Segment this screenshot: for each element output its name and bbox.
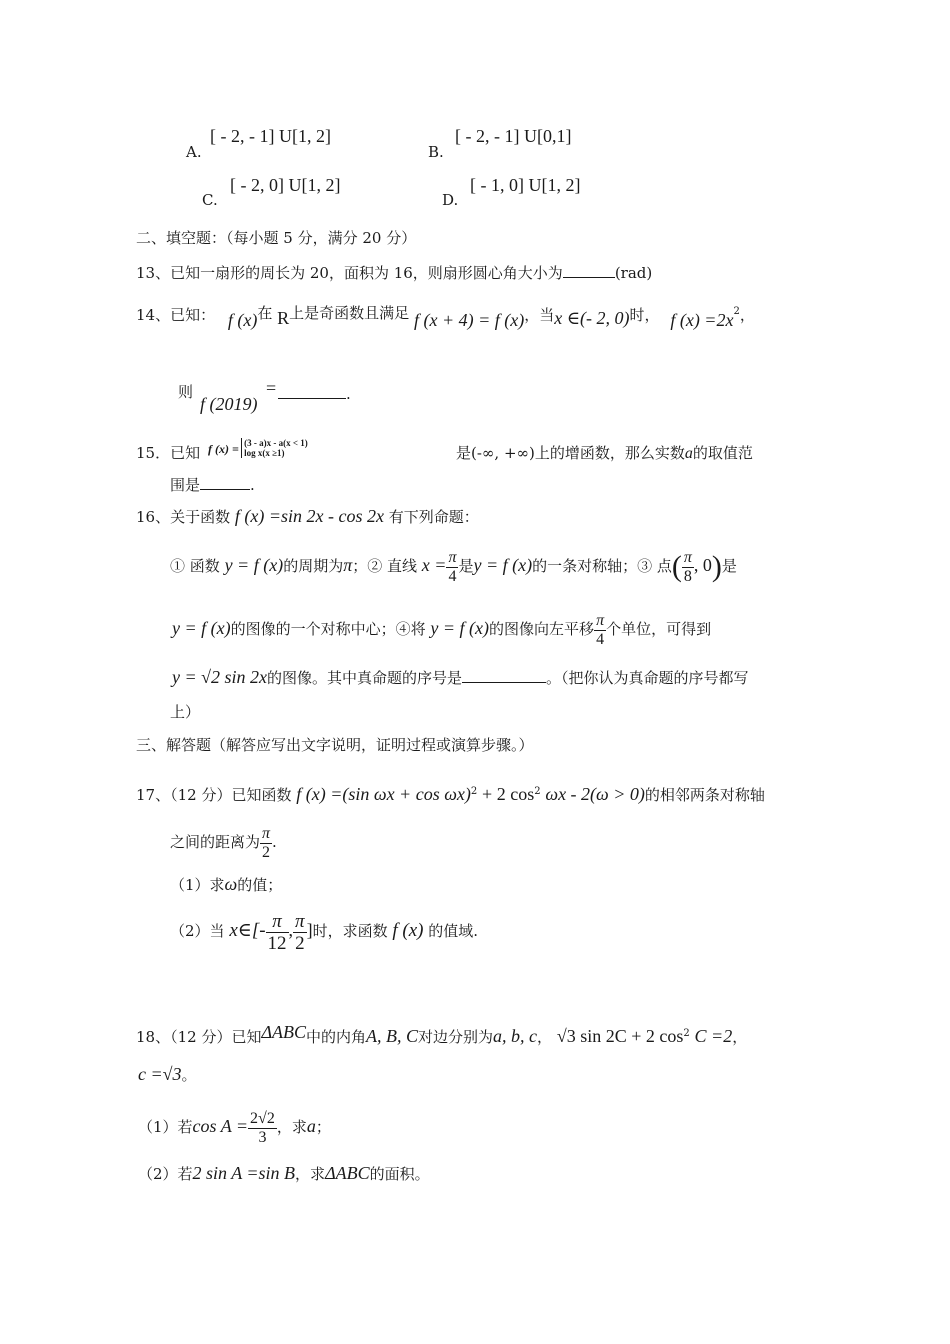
q17-p2d2: 2 <box>295 932 305 954</box>
q15-piece-fn: f (x) = <box>208 442 239 456</box>
question-16-line3 <box>172 667 749 688</box>
q14-then: 则 <box>178 383 194 401</box>
q18-p1var: a <box>306 1116 316 1136</box>
q18-t2: 对边分别为 <box>418 1028 494 1046</box>
q18-sq: 2 <box>683 1028 690 1039</box>
option-c-math: [ - 2, 0] U[1, 2] <box>230 175 341 195</box>
q17-part2m2: f (x) <box>392 920 424 941</box>
q16-p3-frac <box>682 549 694 586</box>
q18-p1num: 2√2 <box>250 1109 275 1127</box>
q13-unit: (rad) <box>614 264 653 282</box>
q14-t4: 时， <box>629 306 660 324</box>
q16-p2b: 是 <box>458 557 474 575</box>
q16-p1c: ；② 直线 <box>352 557 418 575</box>
q16-p1m: y = f (x) <box>224 555 284 575</box>
q16-p3b: , 0 <box>693 555 712 575</box>
q18-p1b: ，求 <box>276 1118 307 1136</box>
q17-part1: （1）求 <box>170 876 225 894</box>
q16-p3num: π <box>683 548 692 566</box>
q18-t4: ， <box>732 1028 748 1046</box>
option-b-math: [ - 2, - 1] U[0,1] <box>455 126 572 146</box>
q17-num: 17、（12 分）已知函数 <box>136 786 292 804</box>
question-17-part1 <box>170 874 282 895</box>
question-15 <box>136 443 200 463</box>
q17-part2m: x∈[- <box>229 920 266 941</box>
q16-p2-frac <box>446 549 458 586</box>
section2-heading: 二、填空题：（每小题 5 分，满分 20 分） <box>136 229 417 247</box>
q17-sq: 2 <box>470 786 478 797</box>
option-d-math: [ - 1, 0] U[1, 2] <box>470 175 581 195</box>
q16-paren-open: ( <box>671 550 682 583</box>
q16-stem-math: f (x) =sin 2x - cos 2x <box>234 506 384 526</box>
q16-l2a: 的图像的一个对称中心；④将 <box>230 620 426 638</box>
q14-blank <box>278 398 346 399</box>
q13-text: 13、已知一扇形的周长为 20，面积为 16，则扇形圆心角大小为 <box>136 264 563 282</box>
q18-frac <box>248 1110 277 1147</box>
question-17-part2 <box>170 910 478 954</box>
q16-l2c: 个单位，可得到 <box>606 620 712 638</box>
q14-t3: ，当 <box>524 306 555 324</box>
q16-l2den: 4 <box>596 630 605 648</box>
q13-blank <box>563 277 615 278</box>
q14-exp: 2 <box>733 306 740 317</box>
q17-part2c: 的值域. <box>428 922 479 940</box>
q16-stem-a: 16、关于函数 <box>136 508 231 526</box>
q14-cond: x ∈(- 2, 0) <box>554 308 630 328</box>
q17-line2: 之间的距离为 <box>170 833 261 851</box>
q18-t3: ， <box>537 1028 553 1046</box>
option-b-label: B. <box>428 143 444 161</box>
q18-p2c: 的面积。 <box>369 1165 430 1183</box>
q17-math2: + 2 cos <box>482 784 535 804</box>
q15-piece2: log x(x ≥1) <box>244 448 285 458</box>
q15-cases <box>241 438 308 458</box>
q18-p2b: ，求 <box>295 1165 326 1183</box>
q17-frac <box>260 825 272 862</box>
q16-p2m: x = <box>421 555 447 575</box>
option-a-math: [ - 2, - 1] U[1, 2] <box>210 126 331 146</box>
q14-blank-line <box>278 384 351 404</box>
q16-pi: π <box>343 555 353 575</box>
q16-l3b: 。（把你认为真命题的序号都写 <box>546 669 749 687</box>
q17-p2d1: 12 <box>267 932 287 954</box>
q18-num: 18、（12 分）已知 <box>136 1028 262 1046</box>
q15-end: . <box>250 476 255 494</box>
q18-p1den: 3 <box>258 1128 267 1146</box>
q18-p2: （2）若 <box>138 1165 193 1183</box>
q18-tri: ΔABC <box>261 1022 307 1042</box>
q18-eq2: C =2 <box>694 1026 733 1046</box>
question-18-part2 <box>138 1163 430 1184</box>
q14-eqsign: = <box>266 378 277 398</box>
q16-l2num: π <box>596 611 605 629</box>
question-15-rest <box>456 443 753 464</box>
option-d-label: D. <box>442 191 459 209</box>
q16-p1a: ① 函数 <box>170 557 220 575</box>
q15-blank <box>200 489 250 490</box>
q16-paren-close: ) <box>711 550 722 583</box>
question-16 <box>136 506 479 527</box>
q17-part2: （2）当 <box>170 922 225 940</box>
q18-t1: 中的内角 <box>306 1028 367 1046</box>
section3-heading: 三、解答题（解答应写出文字说明，证明过程或演算步骤。） <box>136 736 534 754</box>
option-a-label: A. <box>186 143 202 161</box>
q16-l2-frac <box>594 612 606 649</box>
q14-t5: ， <box>739 306 755 324</box>
q17-l2den: 2 <box>262 843 271 861</box>
q18-p1m: cos A = <box>192 1116 249 1136</box>
question-18-line2 <box>138 1064 197 1085</box>
q18-p1: （1）若 <box>138 1118 193 1136</box>
q14-t1: 在 <box>257 304 273 322</box>
question-16-line1 <box>170 545 737 587</box>
q18-angles: A, B, C <box>366 1026 419 1046</box>
q17-part1m: ω <box>224 874 238 894</box>
q16-l2b: 的图像向左平移 <box>489 620 595 638</box>
q17-tail: 的相邻两条对称轴 <box>644 786 765 804</box>
q17-frac2 <box>293 911 307 954</box>
q16-blank <box>462 682 546 683</box>
q16-stem-b: 有下列命题： <box>388 508 479 526</box>
q17-math3: ωx - 2(ω > 0) <box>545 784 645 804</box>
question-18-part1 <box>138 1104 331 1149</box>
q14-eq2: f (x) =2x <box>670 310 734 330</box>
q16-p3den: 8 <box>683 567 692 585</box>
q15-piecewise <box>208 438 308 458</box>
q17-part1b: 的值； <box>237 876 283 894</box>
q14-f1: f (x) <box>227 310 258 330</box>
question-16-line4: 上） <box>170 703 201 721</box>
question-14-line2 <box>178 382 193 402</box>
q15-text: 是(-∞, +∞)上的增函数，那么实数 <box>456 444 685 462</box>
q16-p1b: 的周期为 <box>283 557 344 575</box>
question-17 <box>136 782 765 805</box>
q18-p2tri: ΔABC <box>325 1163 370 1183</box>
q17-p2comma: , <box>288 920 294 940</box>
q17-l2end: . <box>272 833 277 851</box>
q17-frac1 <box>266 911 289 954</box>
q14-t2: 上是奇函数且满足 <box>289 304 410 322</box>
q16-l2m2: y = f (x) <box>430 618 490 638</box>
q18-p2m: 2 sin A =sin B <box>192 1163 296 1183</box>
option-c-label: C. <box>202 191 218 209</box>
q15-text2: 的取值范 <box>692 444 753 462</box>
q17-p2close: ] <box>306 920 313 940</box>
q18-line2end: 。 <box>181 1066 197 1084</box>
question-13 <box>136 263 652 283</box>
q16-l3m: y = √2 sin 2x <box>172 667 268 687</box>
q14-num: 14、已知： <box>136 306 216 324</box>
q14-R: R <box>277 308 290 328</box>
q14-ask: f (2019) <box>200 394 258 414</box>
q15-piece1: (3 - a)x - a(x < 1) <box>244 438 308 448</box>
q16-p2c: 的一条对称轴；③ 点 <box>532 557 672 575</box>
q17-sq2: 2 <box>534 786 541 797</box>
question-18 <box>136 1024 747 1047</box>
q16-l3a: 的图像。其中真命题的序号是 <box>267 669 463 687</box>
q17-l2num: π <box>262 824 271 842</box>
q16-p2den: 4 <box>448 567 457 585</box>
q15-var: a <box>684 445 693 462</box>
question-16-line2 <box>172 608 711 649</box>
q18-eq: √3 sin 2C + 2 cos <box>556 1026 684 1046</box>
q18-line2: c =√3 <box>138 1064 182 1084</box>
q16-l2m: y = f (x) <box>172 618 231 638</box>
q17-part2b: 时，求函数 <box>312 922 388 940</box>
q17-p2n1: π <box>266 911 289 933</box>
question-17-line2 <box>170 822 277 862</box>
q17-p2n2: π <box>295 910 305 932</box>
question-14 <box>136 302 755 330</box>
q18-sides: a, b, c <box>493 1026 538 1046</box>
q16-p2m2: y = f (x) <box>473 555 533 575</box>
q15-num: 15．已知 <box>136 444 201 462</box>
q17-math: f (x) =(sin ωx + cos ωx) <box>296 784 471 804</box>
question-15-line2 <box>170 475 255 495</box>
q14-end: . <box>346 385 351 403</box>
q16-p2num: π <box>448 548 457 566</box>
q16-p3c: 是 <box>721 557 737 575</box>
q18-p1end: ； <box>315 1118 331 1136</box>
q15-line2: 围是 <box>170 476 201 494</box>
q14-eq1: f (x + 4) = f (x) <box>413 310 525 330</box>
